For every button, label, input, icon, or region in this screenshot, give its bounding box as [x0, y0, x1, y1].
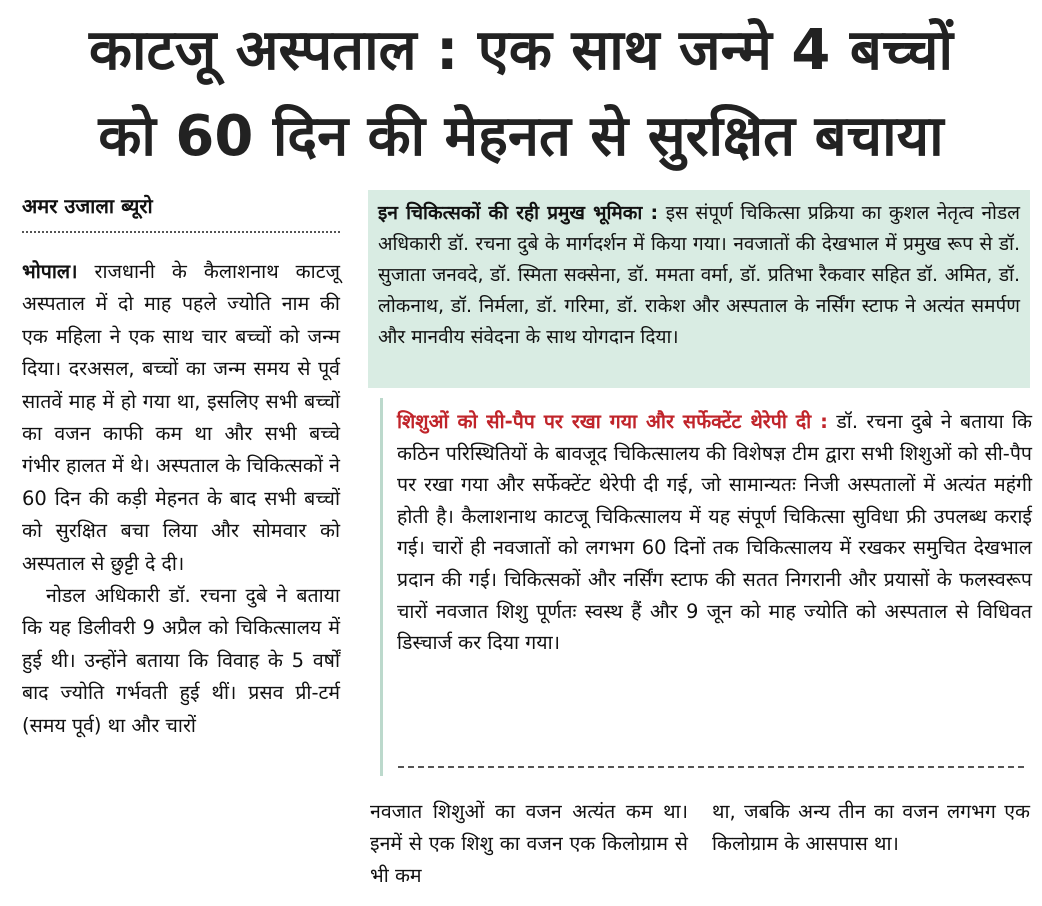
cpap-box-text: डॉ. रचना दुबे ने बताया कि कठिन परिस्थितियों के बावजूद चिकित्सालय की विशेषज्ञ टीम द्वारा सभी शिशुओं को सी-पैप पर रखा गया और सर्फेक्टेंट थेरेपी दी गई, जो सामान्यतः निजी अस्पतालों में अत्यंत महंगी होती है। कैलाशनाथ काटजू चिकित्सालय में यह संपूर्ण चिकित्सा सुविधा फ्री उपलब्ध कराई गई। चारों ही नवजातों को लगभग 60 दिनों तक चिकित्सालय में रखकर समुचित देखभाल प्रदान की गई। चिकित्सकों और नर्सिंग स्टाफ की सतत निगरानी और प्रयासों के फलस्वरूप चारों नवजात शिशु पूर्णतः स्वस्थ हैं और 9 जून को माह ज्योति को अस्पताल से विधिवत डिस्चार्ज कर दिया गया।: [397, 410, 1033, 655]
headline-line-2: को 60 दिन की मेहनत से सुरक्षित बचाया: [98, 104, 944, 169]
dateline: भोपाल।: [22, 260, 78, 283]
byline: अमर उजाला ब्यूरो: [22, 192, 340, 233]
bottom-column-1: नवजात शिशुओं का वजन अत्यंत कम था। इनमें से एक शिशु का वजन एक किलोग्राम से भी कम: [370, 800, 688, 887]
left-column: [22, 256, 340, 742]
doctors-box-heading: इन चिकित्सकों की रही प्रमुख भूमिका :: [378, 202, 659, 224]
bottom-column-2: था, जबकि अन्य तीन का वजन लगभग एक किलोग्राम के आसपास था।: [712, 800, 1030, 855]
headline-line-1: काटजू अस्पताल : एक साथ जन्मे 4 बच्चों: [88, 18, 953, 83]
left-para-1-text: राजधानी के कैलाशनाथ काटजू अस्पताल में दो माह पहले ज्योति नाम की एक महिला ने एक साथ चार बच्चों को जन्म दिया। दरअसल, बच्चों का जन्म समय से पूर्व सातवें माह में हो गया था, इसलिए सभी बच्चों का वजन काफी कम था और सभी बच्चे गंभीर हालत में थे। अस्पताल के चिकित्सकों ने 60 दिन की कड़ी मेहनत के बाद सभी बच्चों को सुरक्षित बचा लिया और सोमवार को अस्पताल से छुट्टी दे दी।: [22, 260, 340, 575]
doctors-box: [368, 190, 1030, 388]
doctors-box-text: इस संपूर्ण चिकित्सा प्रक्रिया का कुशल नेतृत्व नोडल अधिकारी डॉ. रचना दुबे के मार्गदर्शन में किया गया। नवजातों की देखभाल में प्रमुख रूप से डॉ. सुजाता जनवदे, डॉ. स्मिता सक्सेना, डॉ. ममता वर्मा, डॉ. प्रतिभा रैकवार सहित डॉ. अमित, डॉ. लोकनाथ, डॉ. निर्मला, डॉ. गरिमा, डॉ. राकेश और अस्पताल के नर्सिंग स्टाफ ने अत्यंत समर्पण और मानवीय संवेदना के साथ योगदान दिया।: [378, 202, 1020, 348]
left-para-1: [22, 256, 340, 580]
cpap-box-heading: शिशुओं को सी-पैप पर रखा गया और सर्फेक्टेंट थेरेपी दी :: [397, 410, 828, 433]
divider: [398, 766, 1024, 768]
cpap-box: [380, 398, 1040, 776]
left-para-2: नोडल अधिकारी डॉ. रचना दुबे ने बताया कि यह डिलीवरी 9 अप्रैल को चिकित्सालय में हुई थी। उन्होंने बताया कि विवाह के 5 वर्षों बाद ज्योति गर्भवती हुई थीं। प्रसव प्री-टर्म (समय पूर्व) था और चारों: [22, 584, 340, 737]
headline: [0, 8, 1042, 180]
